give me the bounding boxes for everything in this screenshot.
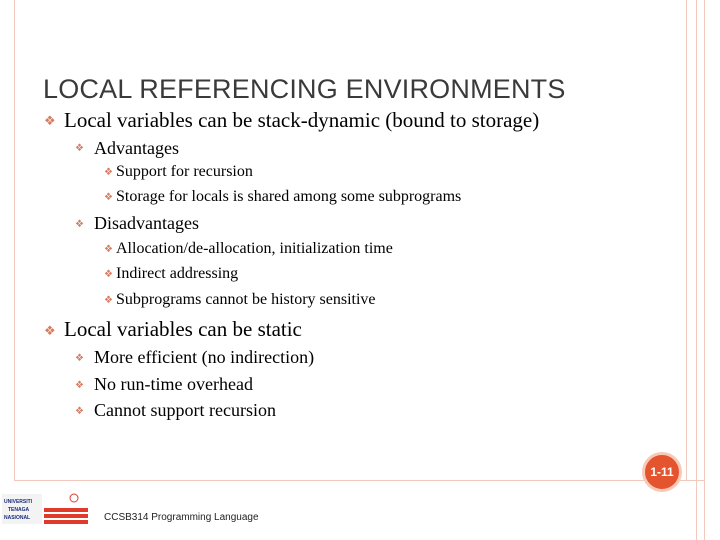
bullet-level2: Disadvantages	[94, 213, 199, 233]
bullet-level1: Local variables can be stack-dynamic (bound to storage)	[64, 108, 540, 132]
university-logo	[0, 490, 90, 530]
footer-text: CCSB314 Programming Language	[104, 512, 259, 523]
bullet-level2: No run-time overhead	[94, 374, 253, 394]
bullet-icon: ❖	[104, 244, 113, 255]
bullet-icon: ❖	[75, 380, 84, 391]
bullet-level3: Storage for locals is shared among some subprograms	[116, 188, 462, 205]
bullet-icon: ❖	[104, 269, 113, 280]
bullet-icon: ❖	[75, 353, 84, 364]
bullet-icon: ❖	[104, 295, 113, 306]
right-frame-line	[686, 0, 687, 480]
right-frame-line	[704, 0, 705, 540]
bullet-icon: ❖	[75, 219, 84, 230]
bullet-level3: Subprograms cannot be history sensitive	[116, 291, 376, 308]
bullet-level3: Allocation/de-allocation, initialization time	[116, 240, 393, 257]
bullet-level2: More efficient (no indirection)	[94, 347, 315, 367]
svg-text:UNIVERSITI: UNIVERSITI	[4, 499, 33, 505]
bullet-icon: ❖	[104, 167, 113, 178]
bullet-icon: ❖	[104, 192, 113, 203]
bullet-level2: Cannot support recursion	[94, 400, 276, 420]
bullet-level2: Advantages	[94, 138, 179, 158]
right-frame-line	[696, 0, 697, 540]
bullet-icon: ❖	[44, 323, 56, 338]
bullet-level3: Support for recursion	[116, 163, 253, 180]
bullet-level1: Local variables can be static	[64, 317, 302, 341]
bullet-icon: ❖	[75, 406, 84, 417]
bullet-icon: ❖	[75, 143, 84, 154]
left-frame-line	[14, 0, 15, 480]
bullet-icon: ❖	[44, 113, 56, 128]
slide-title: LOCAL REFERENCING ENVIRONMENTS	[43, 74, 566, 104]
svg-text:TENAGA: TENAGA	[8, 507, 30, 513]
bullet-level3: Indirect addressing	[116, 265, 239, 282]
bottom-frame-line	[14, 480, 704, 481]
svg-text:NASIONAL: NASIONAL	[4, 515, 31, 521]
page-number-badge: 1-11	[642, 452, 682, 492]
